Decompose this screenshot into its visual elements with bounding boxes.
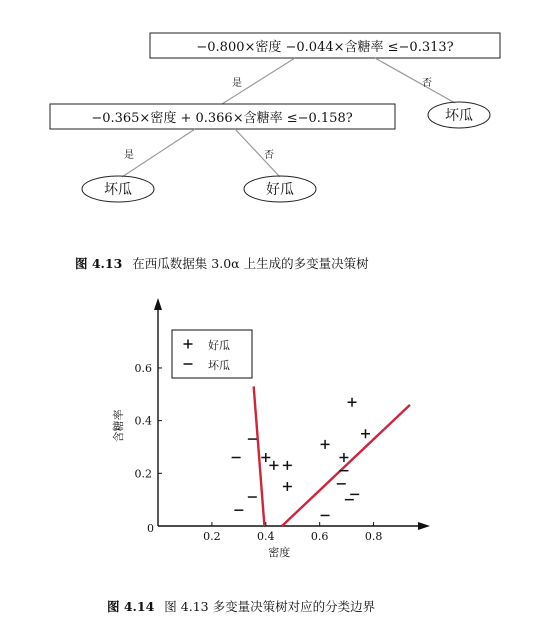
y-tick-label: 0.4 xyxy=(134,414,152,428)
figure-4-14-label: 图 4.14 xyxy=(107,599,155,614)
good-melon-point xyxy=(261,453,270,462)
boundary-scatter-chart xyxy=(0,290,537,590)
x-tick-label: 0.2 xyxy=(203,530,221,543)
good-melon-point xyxy=(339,453,348,462)
x-axis-arrow-icon xyxy=(418,522,430,530)
figure-4-13-caption xyxy=(75,254,369,272)
origin-label: 0 xyxy=(147,522,154,535)
good-melon-point xyxy=(269,461,278,470)
x-tick-label: 0.8 xyxy=(364,530,383,543)
decision-tree-figure xyxy=(0,0,537,230)
figure-4-14-text: 图 4.13 多变量决策树对应的分类边界 xyxy=(164,599,376,614)
legend-label: 坏瓜 xyxy=(208,359,230,372)
x-tick-label: 0.4 xyxy=(257,530,275,543)
root-no-edge xyxy=(375,58,455,103)
good-melon-point xyxy=(283,482,292,491)
leaf-bad-label: 坏瓜 xyxy=(104,182,132,198)
figure-4-13-label: 图 4.13 xyxy=(75,256,123,271)
second-node-condition: −0.365×密度 + 0.366×含糖率 ≤−0.158? xyxy=(91,111,353,126)
good-melon-point xyxy=(283,461,292,470)
figure-4-14-caption xyxy=(107,597,375,615)
decision-boundaries xyxy=(254,386,410,526)
node-yes-label: 是 xyxy=(124,150,134,161)
root-no-label: 否 xyxy=(422,78,432,89)
figure-4-13-text: 在西瓜数据集 3.0α 上生成的多变量决策树 xyxy=(132,256,369,271)
leaf-good-label: 好瓜 xyxy=(266,182,294,198)
boundary-line-2 xyxy=(282,405,410,526)
data-points xyxy=(232,398,370,516)
x-axis-title: 密度 xyxy=(268,546,291,559)
good-melon-point xyxy=(321,440,330,449)
node-no-label: 否 xyxy=(264,150,274,161)
y-axis-arrow-icon xyxy=(154,298,162,310)
boundary-line-1 xyxy=(254,386,265,526)
chart-axes xyxy=(111,298,430,559)
root-yes-label: 是 xyxy=(232,78,242,89)
y-axis-title: 含糖率 xyxy=(112,409,125,443)
y-tick-label: 0.2 xyxy=(134,467,152,481)
chart-legend xyxy=(172,330,252,378)
good-melon-point xyxy=(361,429,370,438)
legend-label: 好瓜 xyxy=(208,339,230,352)
root-node-condition: −0.800×密度 −0.044×含糖率 ≤−0.313? xyxy=(196,40,454,55)
leaf-right-bad-label: 坏瓜 xyxy=(445,108,473,124)
y-tick-label: 0.6 xyxy=(134,361,152,375)
x-tick-label: 0.6 xyxy=(310,530,329,543)
good-melon-point xyxy=(348,398,357,407)
